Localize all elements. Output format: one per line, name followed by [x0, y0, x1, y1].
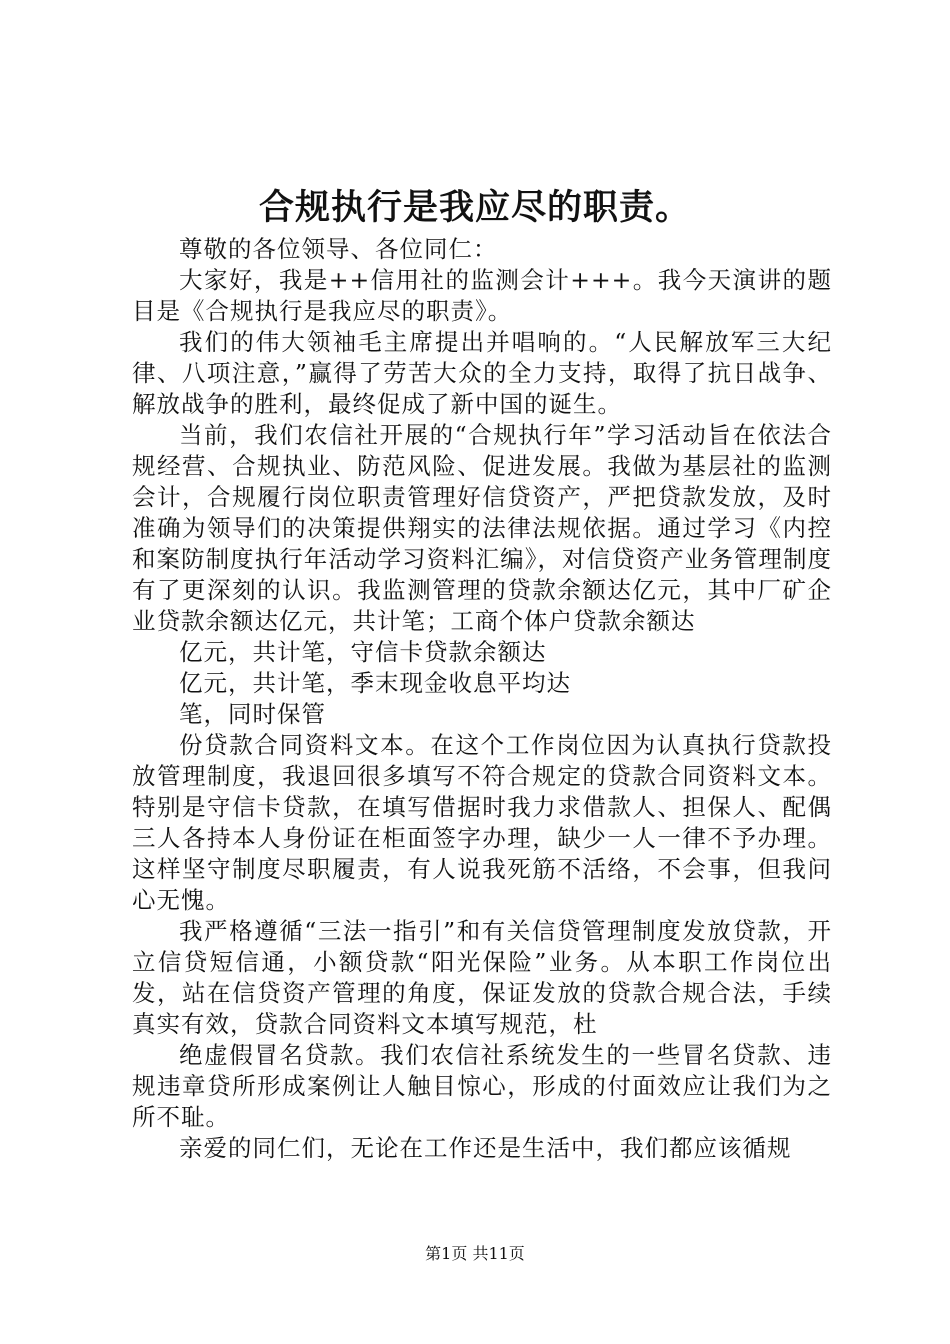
paragraph-current-activity: 当前，我们农信社开展的“合规执行年”学习活动旨在依法合规经营、合规执业、防范风险、促进发展。我做为基层社的监测会计，合规履行岗位职责管理好信贷资产，严把贷款发放，及时准确为领导们的决策提供翔实的法律法规依据。通过学习《内控和案防制度执行年活动学习资料汇编》，对信贷资产业务管理制度有了更深刻的认识。我监测管理的贷款余额达亿元，其中厂矿企业贷款余额达亿元，共计笔；工商个体户贷款余额达 [132, 421, 832, 635]
page-footer: 第1页 共11页 [425, 1244, 525, 1263]
paragraph-contracts: 份贷款合同资料文本。在这个工作岗位因为认真执行贷款投放管理制度，我退回很多填写不符合规定的贷款合同资料文本。特别是守信卡贷款，在填写借据时我力求借款人、担保人、配偶三人各持本人身份证在柜面签字办理，缺少一人一律不予办理。这样坚守制度尽职履责，有人说我死筋不活络，不会事，但我问心无愧。 [132, 731, 832, 914]
paragraph-history: 我们的伟大领袖毛主席提出并唱响的。“人民解放军三大纪律、八项注意，”赢得了劳苦大众的全力支持，取得了抗日战争、解放战争的胜利，最终促成了新中国的诞生。 [132, 328, 832, 418]
paragraph-loan-line-3: 笔，同时保管 [179, 700, 326, 728]
paragraph-false-loans: 绝虚假冒名贷款。我们农信社系统发生的一些冒名贷款、违规违章贷所形成案例让人触目惊心，形成的付面效应让我们为之所不耻。 [132, 1041, 832, 1131]
paragraph-compliance: 我严格遵循“三法一指引”和有关信贷管理制度发放贷款，开立信贷短信通，小额贷款“阳光保险”业务。从本职工作岗位出发，站在信贷资产管理的角度，保证发放的贷款合规合法，手续真实有效，贷款合同资料文本填写规范，杜 [132, 917, 832, 1038]
document-title: 合规执行是我应尽的职责。 [258, 187, 691, 228]
paragraph-salutation: 尊敬的各位领导、各位同仁： [179, 235, 498, 263]
paragraph-greeting: 大家好，我是++信用社的监测会计+++。我今天演讲的题目是《合规执行是我应尽的职责》。 [132, 266, 832, 325]
paragraph-loan-line-2: 亿元，共计笔，季末现金收息平均达 [179, 669, 571, 697]
paragraph-loan-line-1: 亿元，共计笔，守信卡贷款余额达 [179, 638, 547, 666]
paragraph-closing: 亲爱的同仁们，无论在工作还是生活中，我们都应该循规 [179, 1134, 792, 1162]
document-body [132, 234, 832, 1164]
